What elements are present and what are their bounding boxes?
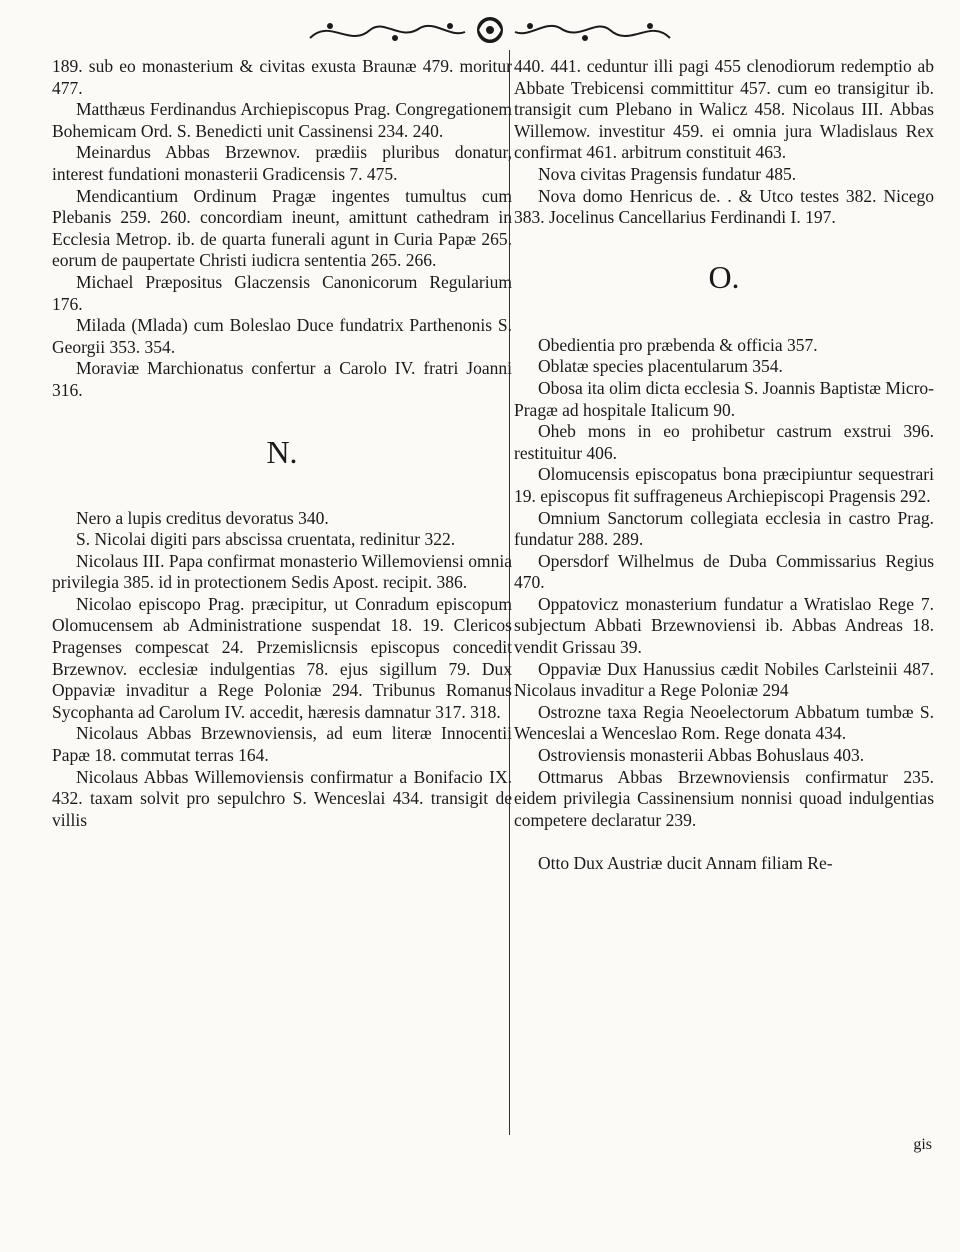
index-entry: Oppatovicz monasterium fundatur a Wratislao Rege 7. subjectum Abbati Brzewnoviensi ib. Abbas Andreas 18. vendit Grissau 39. bbox=[514, 593, 934, 658]
index-entry: Meinardus Abbas Brzewnov. prædiis pluribus donatur, interest fundationi monasterii Gradicensis 7. 475. bbox=[52, 142, 512, 184]
index-entry: Otto Dux Austriæ ducit Annam filiam Re- bbox=[538, 853, 833, 874]
index-entry: Nicolaus III. Papa confirmat monasterio Willemoviensi omnia privilegia 385. id in protectionem Sedis Apost. recipit. 386. bbox=[52, 550, 512, 593]
index-entry: Opersdorf Wilhelmus de Duba Commissarius Regius 470. bbox=[514, 550, 934, 593]
index-entry: Olomucensis episcopatus bona præcipiuntur sequestrari 19. episcopus fit suffrageneus Archiepiscopi Pragensis 292. bbox=[514, 464, 934, 506]
catchword: gis bbox=[913, 1136, 932, 1153]
index-entry: S. Nicolai digiti pars abscissa cruentata, redinitur 322. bbox=[76, 529, 456, 550]
index-entry: Nova domo Henricus de. . & Utco testes 382. Nicego 383. Jocelinus Cancellarius Ferdinandi I. 197. bbox=[514, 185, 934, 228]
index-entry: Oheb mons in eo prohibetur castrum exstrui 396. restituitur 406. bbox=[514, 421, 934, 463]
index-entry: Nicolaus Abbas Willemoviensis confirmatur a Bonifacio IX. 432. taxam solvit pro sepulchro S. Wenceslai 434. transigit de villis bbox=[52, 766, 512, 830]
index-entry: Nero a lupis creditus devoratus 340. bbox=[76, 507, 329, 528]
index-entry: Oppaviæ Dux Hanussius cædit Nobiles Carlsteinii 487. Nicolaus invaditur a Rege Poloniæ 294 bbox=[514, 658, 934, 701]
decorative-headpiece-icon bbox=[300, 8, 680, 54]
index-entry: Matthæus Ferdinandus Archiepiscopus Prag. Congregationem Bohemicam Ord. S. Benedicti unit Cassinensi 234. 240. bbox=[52, 99, 512, 141]
right-column bbox=[514, 56, 934, 875]
index-entry: Moraviæ Marchionatus confertur a Carolo IV. fratri Joanni 316. bbox=[52, 358, 512, 400]
index-entry: Obosa ita olim dicta ecclesia S. Joannis Baptistæ Micro-Pragæ ad hospitale Italicum 90. bbox=[514, 377, 934, 420]
index-entry: Ostroviensis monasterii Abbas Bohuslaus 403. bbox=[538, 745, 865, 766]
index-entry: 440. 441. ceduntur illi pagi 455 clenodiorum redemptio ab Abbate Trebicensi committitur 457. cum eo transigitur ib. transigit cum Plebano in Walicz 458. Nicolaus III. Abbas Willemow. investitur 459. ei omnia jura Wladislaus Rex confirmat 461. arbitrum constituit 463. bbox=[514, 56, 934, 163]
left-column bbox=[52, 56, 512, 831]
index-entry: Nicolao episcopo Prag. præcipitur, ut Conradum episcopum Olomucensem ab Administratione suspendat 18. 19. Clericos Pragenses compescat 24. Przemislicnsis episcopus concedit Brzewnov. ecclesiæ indulgentias 78. ejus sigillum 79. Dux Oppaviæ invaditur a Rege Poloniæ 294. Tribunus Romanus Sycophanta ad Carolum IV. accedit, hæresis damnatur 317. 318. bbox=[52, 593, 512, 722]
section-letter-o: O. bbox=[708, 258, 740, 295]
index-entry: Michael Præpositus Glaczensis Canonicorum Regularium 176. bbox=[52, 271, 512, 314]
section-letter-n: N. bbox=[266, 433, 298, 470]
index-entry: Omnium Sanctorum collegiata ecclesia in castro Prag. fundatur 288. 289. bbox=[514, 507, 934, 550]
index-entry: Oblatæ species placentularum 354. bbox=[538, 356, 783, 377]
index-entry: Obedientia pro præbenda & officia 357. bbox=[538, 334, 818, 355]
index-entry: Nova civitas Pragensis fundatur 485. bbox=[538, 163, 797, 184]
index-entry: 189. sub eo monasterium & civitas exusta Braunæ 479. moritur 477. bbox=[52, 56, 512, 98]
index-entry: Milada (Mlada) cum Boleslao Duce fundatrix Parthenonis S. Georgii 353. 354. bbox=[52, 315, 512, 357]
index-entry: Ottmarus Abbas Brzewnoviensis confirmatur 235. eidem privilegia Cassinensium nonnisi quoad indulgentias competere declaratur 239. bbox=[514, 766, 934, 830]
index-entry: Mendicantium Ordinum Pragæ ingentes tumultus cum Plebanis 259. 260. concordiam ineunt, amittunt cathedram in Ecclesia Metrop. ib. de quarta funerali agunt in Curia Papæ 265. eorum de paupertate Christi iudicra sententia 265. 266. bbox=[52, 185, 512, 271]
index-entry: Nicolaus Abbas Brzewnoviensis, ad eum literæ Innocentii Papæ 18. commutat terras 164. bbox=[52, 723, 512, 766]
index-entry: Ostrozne taxa Regia Neoelectorum Abbatum tumbæ S. Wenceslai a Wenceslao Rom. Rege donata 434. bbox=[514, 701, 934, 744]
